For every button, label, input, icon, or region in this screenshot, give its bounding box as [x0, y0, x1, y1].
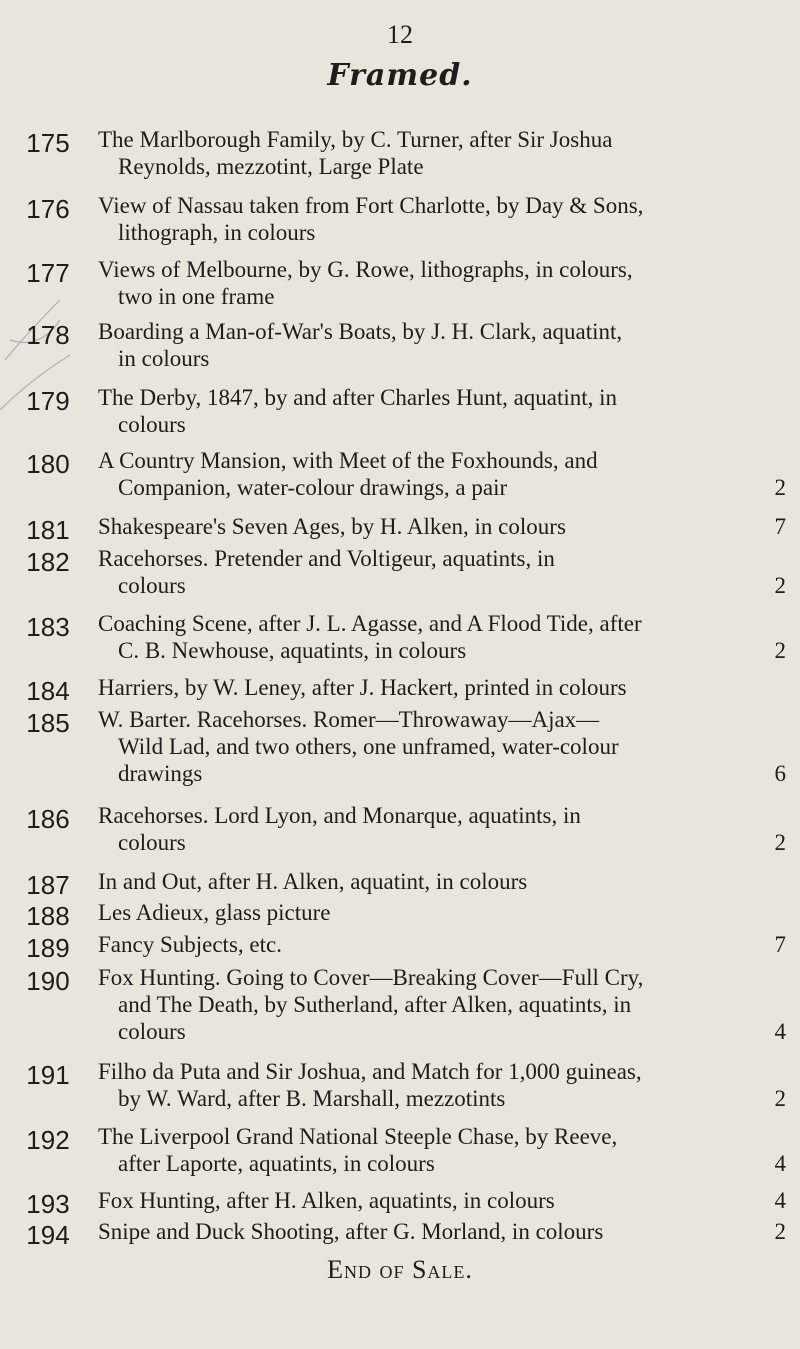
lot-description: [98, 674, 788, 701]
lot-description-line: colours: [118, 830, 186, 855]
lot-description-line: Views of Melbourne, by G. Rowe, lithographs, in colours,: [98, 257, 633, 282]
lot-description: [98, 1218, 788, 1245]
lot-description-line: Fox Hunting. Going to Cover—Breaking Cover—Full Cry,: [98, 965, 644, 990]
lot-description-line: Coaching Scene, after J. L. Agasse, and A Flood Tide, after: [98, 611, 642, 636]
lot-quantity: 6: [774, 761, 786, 786]
lot-description-line: W. Barter. Racehorses. Romer—Throwaway—Ajax—: [98, 707, 600, 732]
lot-number: 176: [26, 194, 70, 224]
lot-entry: [0, 610, 800, 664]
lot-number: 178: [26, 320, 70, 350]
lot-description-line: Boarding a Man-of-War's Boats, by J. H. Clark, aquatint,: [98, 319, 623, 344]
lot-description-line: Wild Lad, and two others, one unframed, water-colour: [118, 734, 619, 759]
lot-description-line: lithograph, in colours: [118, 220, 316, 245]
lot-number: 187: [26, 870, 70, 900]
lot-quantity: 4: [774, 1151, 786, 1176]
lot-description-line: in colours: [118, 346, 210, 371]
page-number: 12: [387, 20, 413, 49]
lot-description: [98, 1058, 788, 1112]
lot-description-line: Companion, water-colour drawings, a pair: [118, 475, 508, 500]
lot-description-line: two in one frame: [118, 284, 275, 309]
lot-description-line: after Laporte, aquatints, in colours: [118, 1151, 435, 1176]
lot-quantity: 7: [774, 932, 786, 957]
lot-quantity: 2: [774, 830, 786, 855]
lot-description: [98, 384, 788, 438]
lot-quantity: 7: [774, 514, 786, 539]
lot-entry: [0, 513, 800, 545]
lot-description-line: C. B. Newhouse, aquatints, in colours: [118, 638, 467, 663]
lot-number: 194: [26, 1220, 70, 1250]
lot-description-line: Fox Hunting, after H. Alken, aquatints, in colours: [98, 1188, 555, 1213]
lot-entry: [0, 931, 800, 963]
lot-entry: [0, 1187, 800, 1219]
lot-entry: [0, 1218, 800, 1250]
lot-description-line: and The Death, by Sutherland, after Alken, aquatints, in: [118, 992, 632, 1017]
lot-description: [98, 899, 788, 926]
lot-number: 189: [26, 933, 70, 963]
lot-description: [98, 1123, 788, 1177]
lot-quantity: 2: [774, 475, 786, 500]
section-heading: Framed.: [327, 58, 473, 93]
lot-number: 185: [26, 708, 70, 738]
lot-number: 190: [26, 966, 70, 996]
lot-entry: [0, 964, 800, 1045]
lot-description-line: Fancy Subjects, etc.: [98, 932, 282, 957]
lot-number: 184: [26, 676, 70, 706]
lot-description-line: The Marlborough Family, by C. Turner, after Sir Joshua: [98, 127, 613, 152]
lot-description: [98, 447, 788, 501]
lot-description-line: colours: [118, 573, 186, 598]
lot-number: 188: [26, 901, 70, 931]
lot-description-line: Racehorses. Lord Lyon, and Monarque, aquatints, in: [98, 803, 581, 828]
lot-number: 192: [26, 1125, 70, 1155]
lot-description-line: In and Out, after H. Alken, aquatint, in colours: [98, 869, 528, 894]
lot-number: 193: [26, 1189, 70, 1219]
lot-number: 177: [26, 258, 70, 288]
end-of-sale: End of Sale.: [327, 1255, 473, 1284]
lot-description: [98, 964, 788, 1045]
lot-quantity: 4: [774, 1188, 786, 1213]
lot-description-line: colours: [118, 412, 186, 437]
lot-description-line: drawings: [118, 761, 203, 786]
lot-description: [98, 126, 788, 180]
lot-description-line: The Liverpool Grand National Steeple Chase, by Reeve,: [98, 1124, 618, 1149]
lot-description-line: Filho da Puta and Sir Joshua, and Match for 1,000 guineas,: [98, 1059, 642, 1084]
lot-number: 186: [26, 804, 70, 834]
lot-description-line: Racehorses. Pretender and Voltigeur, aquatints, in: [98, 546, 555, 571]
lot-description: [98, 513, 788, 540]
lot-description-line: Harriers, by W. Leney, after J. Hackert, printed in colours: [98, 675, 627, 700]
lot-quantity: 2: [774, 638, 786, 663]
lot-description: [98, 610, 788, 664]
lot-quantity: 2: [774, 1086, 786, 1111]
lot-description-line: Shakespeare's Seven Ages, by H. Alken, in colours: [98, 514, 566, 539]
lot-entry: [0, 1058, 800, 1112]
lot-description-line: The Derby, 1847, by and after Charles Hunt, aquatint, in: [98, 385, 618, 410]
lot-description-line: Snipe and Duck Shooting, after G. Morland, in colours: [98, 1219, 604, 1244]
lot-description: [98, 256, 788, 310]
lot-number: 183: [26, 612, 70, 642]
lot-description: [98, 318, 788, 372]
lot-number: 180: [26, 449, 70, 479]
lot-description-line: by W. Ward, after B. Marshall, mezzotints: [118, 1086, 506, 1111]
lot-description: [98, 868, 788, 895]
lot-entry: [0, 545, 800, 599]
lot-number: 179: [26, 386, 70, 416]
lot-description: [98, 931, 788, 958]
lot-number: 181: [26, 515, 70, 545]
lot-number: 191: [26, 1060, 70, 1090]
lot-description-line: Les Adieux, glass picture: [98, 900, 331, 925]
lot-description: [98, 545, 788, 599]
lot-description-line: View of Nassau taken from Fort Charlotte, by Day & Sons,: [98, 193, 644, 218]
lot-quantity: 2: [774, 573, 786, 598]
lot-entry: [0, 706, 800, 787]
lot-number: 182: [26, 547, 70, 577]
lot-quantity: 4: [774, 1019, 786, 1044]
lot-description-line: colours: [118, 1019, 186, 1044]
lot-description-line: Reynolds, mezzotint, Large Plate: [118, 154, 424, 179]
lot-quantity: 2: [774, 1219, 786, 1244]
lot-number: 175: [26, 128, 70, 158]
lot-description: [98, 802, 788, 856]
lot-entry: [0, 802, 800, 856]
lot-entry: [0, 1123, 800, 1177]
lot-description: [98, 706, 788, 787]
lot-entry: [0, 447, 800, 501]
lot-description: [98, 1187, 788, 1214]
lot-description: [98, 192, 788, 246]
lot-description-line: A Country Mansion, with Meet of the Foxhounds, and: [98, 448, 598, 473]
